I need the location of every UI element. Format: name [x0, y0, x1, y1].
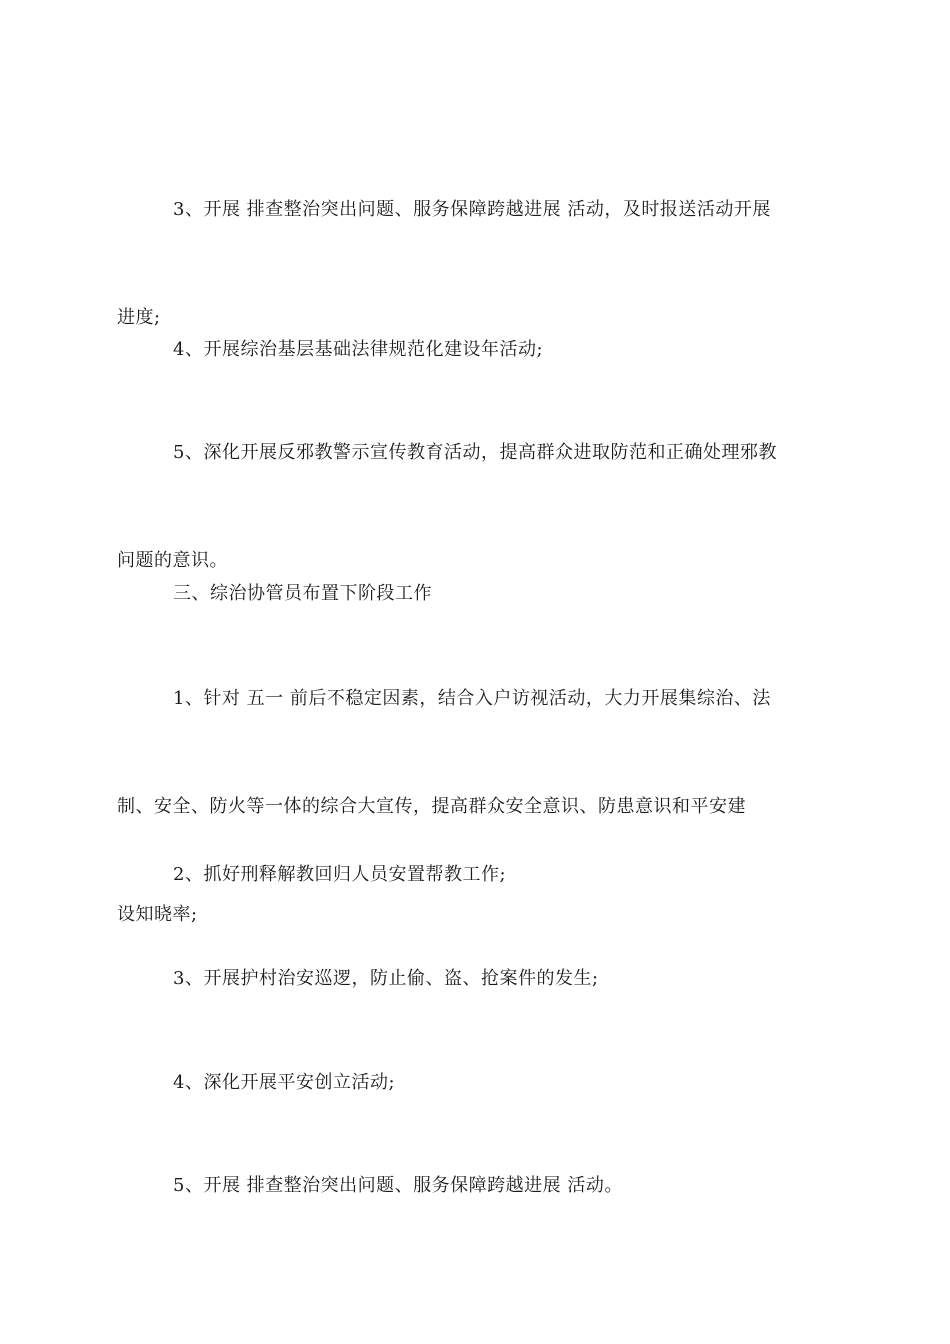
- paragraph-line: 制、安全、防火等一体的综合大宣传，提高群众安全意识、防患意识和平安建: [117, 796, 746, 817]
- paragraph-line: 5、深化开展反邪教警示宣传教育活动，提高群众进取防范和正确处理邪教: [173, 442, 777, 463]
- paragraph-line: 设知晓率;: [117, 904, 198, 925]
- paragraph-line: 4、开展综治基层基础法律规范化建设年活动;: [173, 339, 544, 360]
- paragraph-line: 3、开展护村治安巡逻，防止偷、盗、抢案件的发生;: [173, 968, 599, 989]
- paragraph-line: 3、开展 排查整治突出问题、服务保障跨越进展 活动，及时报送活动开展: [173, 199, 771, 220]
- section-heading-text: 三、综治协管员布置下阶段工作: [173, 583, 432, 604]
- paragraph-line: 5、开展 排查整治突出问题、服务保障跨越进展 活动。: [173, 1175, 623, 1196]
- paragraph-line: 问题的意识。: [117, 550, 228, 571]
- paragraph-line: 2、抓好刑释解教回归人员安置帮教工作;: [173, 864, 507, 885]
- paragraph-line: 4、深化开展平安创立活动;: [173, 1072, 396, 1093]
- paragraph-item-5-campaign: [145, 1096, 805, 1276]
- paragraph-line: 进度;: [117, 307, 161, 328]
- paragraph-line: 1、针对 五一 前后不稳定因素，结合入户访视活动，大力开展集综治、法: [173, 688, 771, 709]
